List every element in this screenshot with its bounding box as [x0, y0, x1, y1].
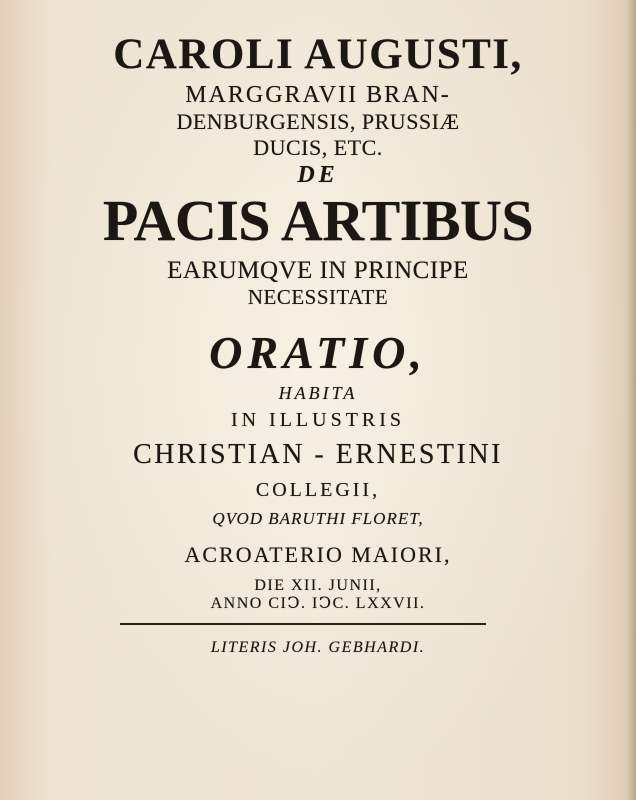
preposition-de: DE [297, 162, 339, 188]
in-illustris-line: IN ILLUSTRIS [230, 409, 406, 431]
year-line: ANNO CIↃ. IↃC. LXXVII. [210, 595, 426, 612]
subtitle-line-1: EARUMQVE IN PRINCIPE [167, 257, 469, 284]
author-title-line-3: DUCIS, ETC. [253, 135, 383, 160]
baruthi-line: QVOD BARUTHI FLORET, [212, 509, 424, 528]
college-name: CHRISTIAN - ERNESTINI [133, 439, 503, 470]
acroaterio-line: ACROATERIO MAIORI, [184, 542, 452, 567]
subtitle-line-2: NECESSITATE [247, 285, 389, 309]
date-line: DIE XII. JUNII, [254, 577, 382, 594]
habita-line: HABITA [278, 383, 358, 403]
collegii-line: COLLEGII, [255, 479, 381, 501]
printer-imprint: LITERIS JOH. GEBHARDI. [210, 639, 426, 656]
author-title-line-2: DENBURGENSIS, PRUSSIÆ [176, 109, 460, 134]
divider-rule [120, 623, 486, 625]
author-name: CAROLI AUGUSTI, [113, 31, 523, 78]
page-edge-shadow [626, 0, 636, 800]
main-title: PACIS ARTIBUS [102, 188, 534, 253]
oratio-heading: ORATIO, [209, 327, 427, 378]
author-title-line-1: MARGGRAVII BRAN- [185, 82, 451, 108]
